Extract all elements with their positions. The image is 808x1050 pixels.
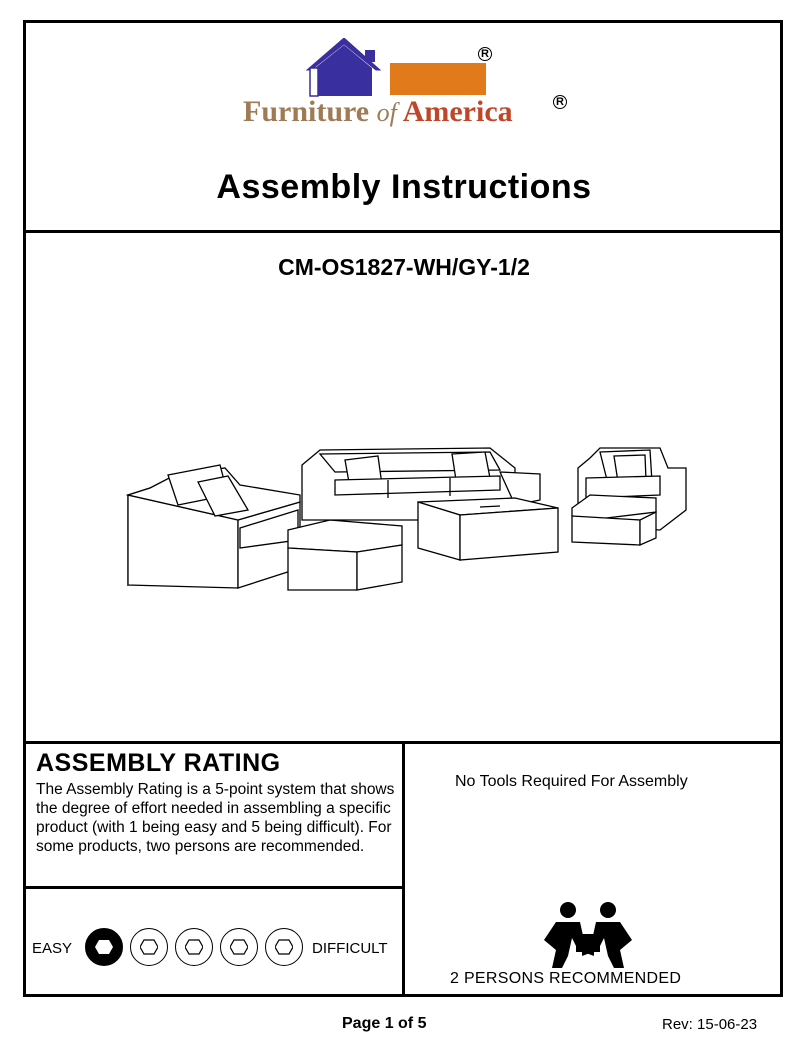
furniture-set-illustration <box>120 440 700 600</box>
registered-mark-2: R <box>553 95 567 109</box>
rating-dot-3 <box>175 928 213 966</box>
no-tools-note: No Tools Required For Assembly <box>455 773 688 790</box>
hex-nut-icon <box>140 939 158 955</box>
hex-nut-icon <box>230 939 248 955</box>
page-title: Assembly Instructions <box>216 168 592 206</box>
ottoman-right-drawing <box>572 495 656 545</box>
registered-mark: R <box>478 47 492 61</box>
difficulty-scale <box>32 928 402 968</box>
difficult-label: DIFFICULT <box>312 940 388 957</box>
ottoman-left-drawing <box>288 520 402 590</box>
assembly-rating-title: ASSEMBLY RATING <box>36 749 281 777</box>
rating-dot-5 <box>265 928 303 966</box>
header-divider <box>23 230 783 233</box>
rating-dot-4 <box>220 928 258 966</box>
page-number: Page 1 of 5 <box>342 1015 427 1032</box>
hex-nut-icon <box>185 939 203 955</box>
brand-name <box>243 95 513 129</box>
rating-scale-divider <box>23 886 404 889</box>
coffee-table-drawing <box>418 498 558 560</box>
two-persons-icon <box>538 900 638 970</box>
rating-column-divider <box>402 742 405 997</box>
brand-word-of: of <box>376 98 397 127</box>
product-model: CM-OS1827-WH/GY-1/2 <box>278 254 530 280</box>
rating-dot-2 <box>130 928 168 966</box>
hex-nut-icon <box>275 939 293 955</box>
rating-dot-1 <box>85 928 123 966</box>
assembly-rating-description: The Assembly Rating is a 5-point system that shows the degree of effort needed in assembling a specific product (with 1 being easy and 5 being difficult). For some products, two persons are recommended. <box>36 781 395 855</box>
easy-label: EASY <box>32 940 73 957</box>
hex-nut-icon <box>95 939 113 955</box>
brand-word-furniture: Furniture <box>243 95 370 128</box>
brand-word-america: America <box>402 95 513 128</box>
armchair-left-drawing <box>128 465 300 588</box>
persons-recommended-label: 2 PERSONS RECOMMENDED <box>450 970 682 987</box>
revision-date: Rev: 15-06-23 <box>662 1016 758 1033</box>
